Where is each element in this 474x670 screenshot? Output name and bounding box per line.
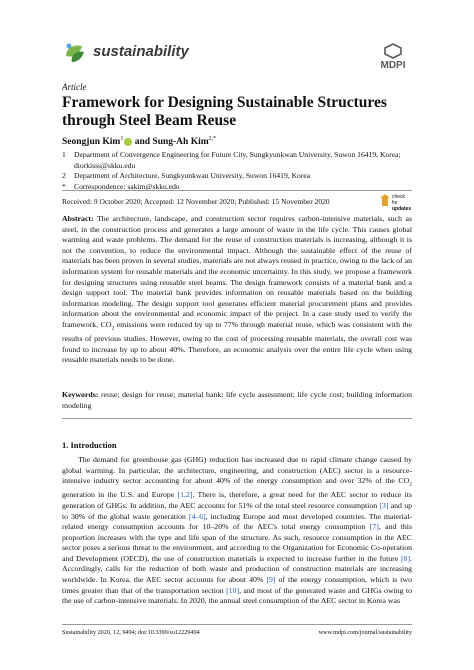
citation-link[interactable]: [3] — [379, 500, 389, 510]
article-type: Article — [62, 82, 87, 92]
affiliation-mark: 1 — [62, 150, 66, 159]
check-updates-line2: updates — [392, 206, 412, 212]
citation-link[interactable]: [10] — [226, 585, 240, 595]
publication-dates: Received: 9 October 2020; Accepted: 12 November 2020; Published: 15 November 2020 — [62, 197, 330, 206]
intro-text: , including Europe and most developed countries. The material-related energy consumption accounts for 10–20% of the AEC's total energy consumption — [62, 511, 413, 532]
keywords-label: Keywords: — [62, 390, 99, 399]
affiliation-text: Department of Convergence Engineering for Future City, Sungkyunkwan University, Suwon 16419, Korea; diorkisss@skku.edu — [74, 150, 401, 170]
affiliations — [62, 150, 422, 192]
citation-link[interactable]: [8] — [400, 553, 411, 563]
footer-divider — [62, 624, 412, 625]
intro-text: . Accordingly, calls for the reduction of both waste and production of construction materials are increasing worldwide. In Korea, the AEC sector accounts for about 40% — [62, 553, 412, 585]
intro-text: , and most of the generated waste and GHGs owing to the use of carbon-intensive materials. In 2020, the annual steel consumption of the AEC sector in Korea was — [62, 585, 412, 606]
abstract-text-1: The architecture, landscape, and construction sector requires carbon-intensive materials, such as steel, in the construction process and generates a large amount of waste in the life cycle. This causes global warming and waste problems. The demand for the reuse of construction materials is increasing, although it is not the convention, to reduce the environmental impact. Although the sustainable effect of the reuse of materials has been proven in several studies, materials are not always reused in practice, owing to the lack of an information system for reusable materials and the economic uncertainty. In this study, we propose a framework for designing structures using reusable steel beams. The design framework consists of a material bank and a design support tool. The material bank provides information on reusable materials based on the building information modeling. The design support tool generates efficient material procurement plans and provides information about the environmental and economic impact of the project. In a case study used to verify the framework, CO — [62, 214, 412, 329]
intro-text: of the energy consumption, which is two times greater than that of the transportation section — [62, 575, 412, 595]
sustainability-logo-icon — [62, 40, 88, 66]
citation-link[interactable]: [4–6] — [188, 511, 206, 521]
mdpi-logo-icon — [371, 42, 415, 70]
citation-link[interactable]: [1,2] — [177, 490, 193, 500]
intro-subscript: 2 — [409, 481, 412, 488]
affiliation-mark: * — [62, 181, 66, 191]
affiliation-2 — [62, 171, 422, 182]
correspondence-text[interactable]: Correspondence: sakim@skku.edu — [74, 181, 180, 191]
publisher-name: MDPI — [380, 60, 406, 70]
author-1-affil: 1 — [120, 136, 124, 142]
abstract-label: Abstract: — [62, 214, 94, 223]
intro-text: and up to 30% of the global waste generation — [62, 500, 412, 521]
citation-link[interactable]: [9] — [266, 575, 276, 585]
page-footer — [62, 629, 412, 636]
author-list — [62, 136, 216, 147]
paper-title: Framework for Designing Sustainable Structures through Steel Beam Reuse — [62, 94, 387, 129]
section-heading: 1. Introduction — [62, 440, 117, 450]
author-2[interactable]: Sung-Ah Kim — [152, 137, 209, 148]
affiliation-mark: 2 — [62, 171, 66, 180]
abstract-subscript: 2 — [111, 325, 115, 332]
divider — [62, 190, 412, 191]
divider — [62, 418, 412, 419]
affiliation-1 — [62, 150, 422, 171]
journal-name: sustainability — [93, 43, 189, 60]
abstract-text-2: emissions were reduced by up to 77% through material reuse, which was consistent with the results of previous studies. However, owing to the cost of processing reusable materials, the overall cost was found to increase by up to about 40%. Therefore, an economic analysis over the entire life cycle when using reusable materials needs to be done. — [62, 319, 413, 365]
author-2-affil: 2,* — [208, 136, 217, 142]
citation-link[interactable]: [7] — [369, 522, 379, 532]
check-for-updates-badge[interactable] — [380, 190, 412, 210]
keywords-text: reuse; design for reuse; material bank; life cycle assessment; life cycle cost; building information modeling — [62, 390, 412, 410]
intro-text: . There is, therefore, a great need for the AEC sector to reduce its generation of GHGs. In addition, the AEC accounts for 51% of the total steel resource consumption — [62, 490, 412, 510]
abstract — [62, 214, 412, 366]
introduction-paragraph — [62, 455, 412, 607]
check-updates-line1: check for — [392, 194, 406, 206]
affiliation-text: Department of Architecture, Sungkyunkwan University, Suwon 16419, Korea — [74, 171, 311, 180]
author-1[interactable]: Seongjun Kim — [62, 137, 121, 148]
footer-url[interactable]: www.mdpi.com/journal/sustainability — [318, 629, 412, 636]
intro-text: generation in the U.S. and Europe — [62, 490, 178, 500]
intro-text: , and this proportion increases with the type and life span of the structure. As such, resource consumption in the AEC sector poses a serious threat to the environment, and according to the Organization for Economic Co-operation and Development (OECD), the use of construction materials is expected to increase further in the future — [62, 522, 412, 563]
footer-citation: Sustainability 2020, 12, 9494; doi:10.3390/su12229494 — [62, 629, 200, 636]
intro-text: The demand for greenhouse gas (GHG) reduction has increased due to rapid climate change caused by global warming. In particular, the architecture, engineering, and construction (AEC) sector is a resource-intensive industry sector accounting for about 40% of the energy consumption and over 32% of the CO — [62, 455, 412, 486]
check-updates-icon — [380, 194, 390, 206]
author-separator: and — [132, 137, 153, 148]
keywords — [62, 390, 412, 411]
